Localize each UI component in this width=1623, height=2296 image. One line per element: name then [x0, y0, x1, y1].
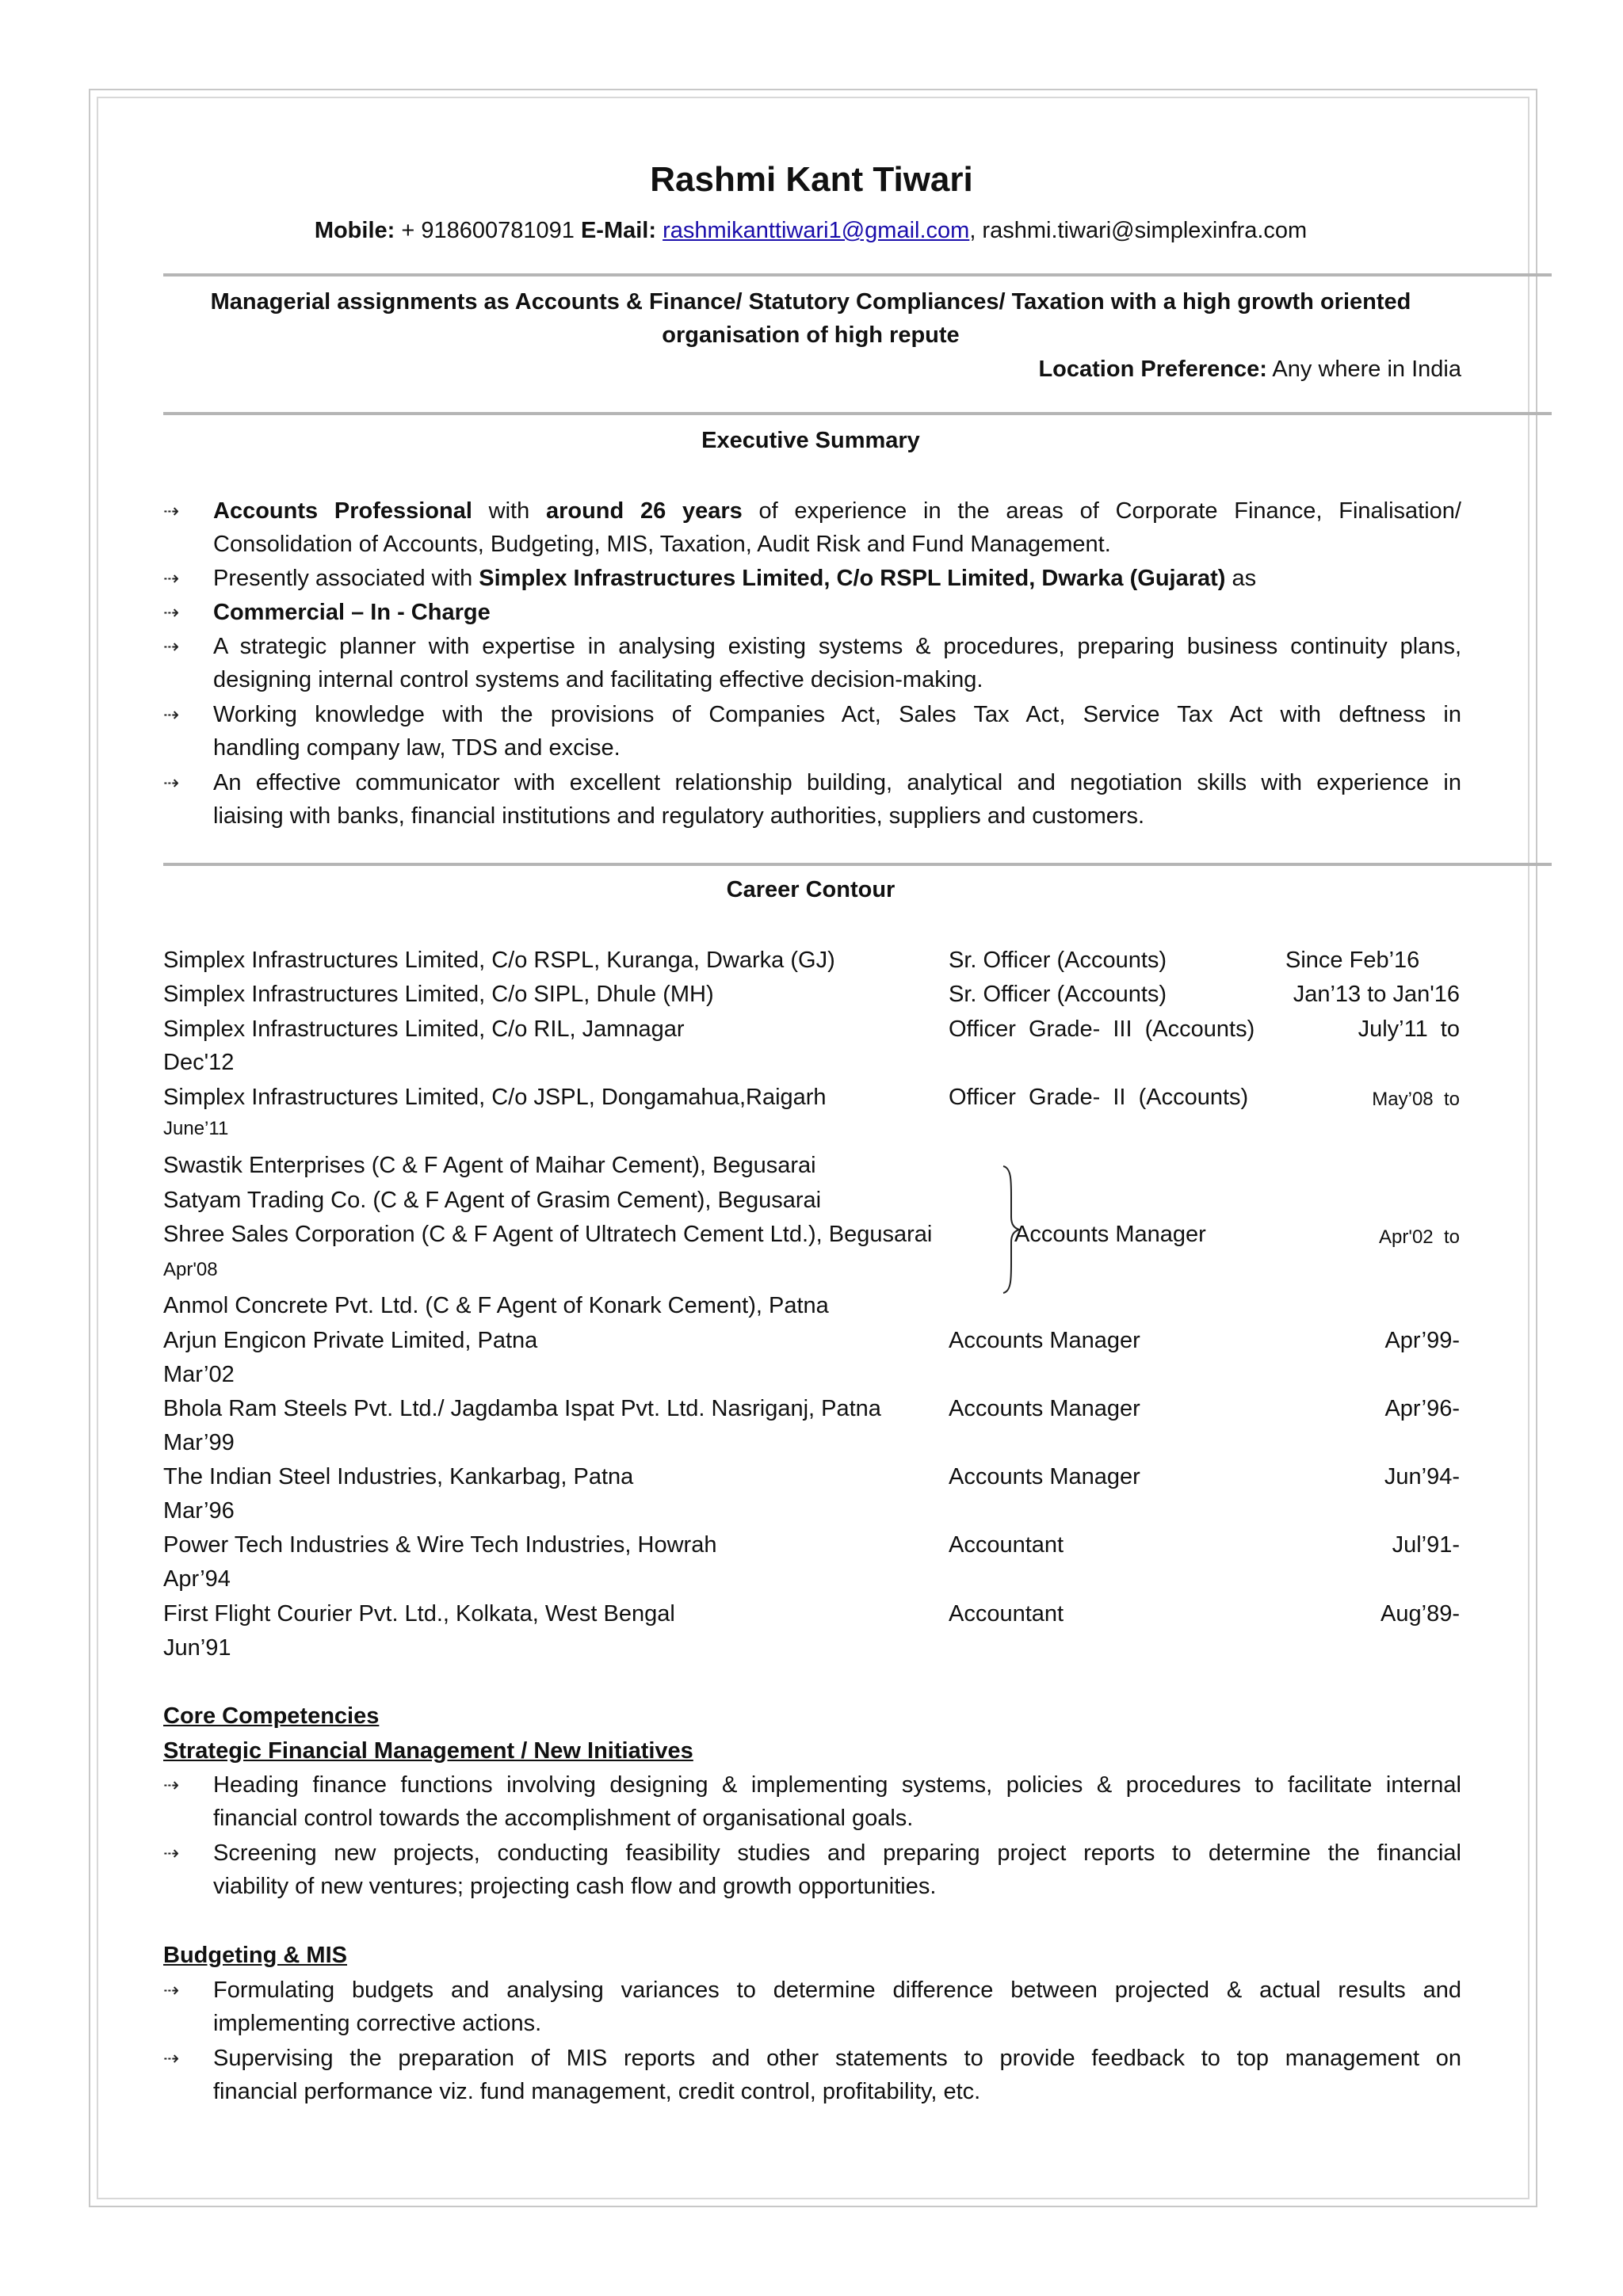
- location-preference: [163, 353, 1461, 387]
- location-value: Any where in India: [1266, 357, 1461, 382]
- text: of experience in the areas of Corporate Finance, Finalisation/: [742, 498, 1461, 524]
- career-company: First Flight Courier Pvt. Ltd., Kolkata, West Bengal: [163, 1601, 675, 1627]
- career-role: Accountant: [949, 1601, 1064, 1627]
- location-label: Location Preference:: [1038, 357, 1267, 382]
- bullet-icon: ⇢: [163, 1843, 180, 1864]
- summary-bullet-4-line-1: A strategic planner with expertise in analysing existing systems & procedures, preparing business continuity plans,: [213, 634, 1461, 659]
- bullet-icon: ⇢: [163, 636, 180, 658]
- competency-bullet-line-1: Supervising the preparation of MIS reports and other statements to provide feedback to top management on: [213, 2046, 1461, 2071]
- career-company: Simplex Infrastructures Limited, C/o JSPL, Dongamahua,Raigarh: [163, 1085, 827, 1110]
- career-period: Jun’94-: [1384, 1464, 1460, 1489]
- summary-bullet-2: [213, 562, 1461, 596]
- text: Presently associated with: [213, 566, 479, 591]
- candidate-name: Rashmi Kant Tiwari: [650, 160, 973, 199]
- career-period: Apr'02 to: [1379, 1226, 1460, 1248]
- career-period: July’11 to: [1358, 1016, 1460, 1042]
- career-company: Simplex Infrastructures Limited, C/o RSPL, Kuranga, Dwarka (GJ): [163, 948, 835, 973]
- bullet-icon: ⇢: [163, 501, 180, 522]
- bullet-icon: ⇢: [163, 772, 180, 794]
- career-role: Officer Grade- II (Accounts): [949, 1085, 1249, 1110]
- competency-bullet-line-2: financial control towards the accomplishment of organisational goals.: [213, 1806, 914, 1831]
- summary-bullet-1-line-2: Consolidation of Accounts, Budgeting, MIS, Taxation, Audit Risk and Fund Management.: [213, 532, 1111, 557]
- email-link[interactable]: rashmikanttiwari1@gmail.com: [663, 218, 970, 243]
- career-company: Power Tech Industries & Wire Tech Industries, Howrah: [163, 1532, 717, 1558]
- career-company: Arjun Engicon Private Limited, Patna: [163, 1328, 538, 1353]
- bullet-icon: ⇢: [163, 568, 180, 589]
- subsection-title-budgeting-mis: Budgeting & MIS: [163, 1943, 347, 1968]
- career-period: Apr’96-: [1384, 1396, 1460, 1421]
- career-company: The Indian Steel Industries, Kankarbag, Patna: [163, 1464, 634, 1489]
- career-role: Accounts Manager: [1014, 1222, 1206, 1247]
- career-period-continued: Jun’91: [163, 1635, 231, 1661]
- career-period-continued: Mar’99: [163, 1430, 235, 1455]
- career-role: Sr. Officer (Accounts): [949, 982, 1167, 1007]
- competency-bullet-line-1: Heading finance functions involving designing & implementing systems, policies & procedures to facilitate internal: [213, 1772, 1461, 1798]
- bullet-icon: ⇢: [163, 2048, 180, 2069]
- career-role: Accountant: [949, 1532, 1064, 1558]
- subsection-title-strategic-financial-management: Strategic Financial Management / New Initiatives: [163, 1738, 693, 1764]
- career-period: Since Feb’16: [1285, 948, 1420, 973]
- career-role: Sr. Officer (Accounts): [949, 948, 1167, 973]
- objective-line-1: Managerial assignments as Accounts & Finance/ Statutory Compliances/ Taxation with a high growth oriented: [210, 289, 1411, 315]
- career-period: Jan’13 to Jan'16: [1293, 982, 1460, 1007]
- bullet-icon: ⇢: [163, 602, 180, 624]
- career-period: Jul’91-: [1392, 1532, 1460, 1558]
- summary-bullet-6-line-1: An effective communicator with excellent relationship building, analytical and negotiation skills with experience in: [213, 770, 1461, 795]
- career-period: May’08 to: [1372, 1089, 1460, 1110]
- divider: [163, 273, 1552, 277]
- summary-bullet-1-line-1: [213, 494, 1461, 528]
- career-company: Anmol Concrete Pvt. Ltd. (C & F Agent of Konark Cement), Patna: [163, 1293, 829, 1318]
- section-title-executive-summary: Executive Summary: [701, 428, 920, 453]
- objective-line-2: organisation of high repute: [662, 322, 960, 348]
- career-period: Apr’99-: [1384, 1328, 1460, 1353]
- career-company: Swastik Enterprises (C & F Agent of Maihar Cement), Begusarai: [163, 1153, 816, 1178]
- divider: [163, 863, 1552, 866]
- bullet-icon: ⇢: [163, 704, 180, 726]
- bullet-icon: ⇢: [163, 1775, 180, 1796]
- competency-bullet-line-2: implementing corrective actions.: [213, 2011, 542, 2036]
- career-company: Simplex Infrastructures Limited, C/o RIL, Jamnagar: [163, 1016, 685, 1042]
- career-period-continued: Mar’02: [163, 1362, 235, 1387]
- career-period-continued: Apr’94: [163, 1566, 231, 1592]
- email-secondary: , rashmi.tiwari@simplexinfra.com: [969, 218, 1308, 243]
- summary-bullet-5-line-1: Working knowledge with the provisions of Companies Act, Sales Tax Act, Service Tax Act with deftness in: [213, 702, 1461, 727]
- bold-text: Accounts Professional: [213, 498, 472, 524]
- competency-bullet-line-2: viability of new ventures; projecting cash flow and growth opportunities.: [213, 1874, 937, 1899]
- competency-bullet-line-1: Screening new projects, conducting feasibility studies and preparing project reports to determine the financial: [213, 1840, 1461, 1866]
- contact-line: [163, 214, 1458, 248]
- text: with: [472, 498, 546, 524]
- text: as: [1225, 566, 1257, 591]
- bold-text: around 26 years: [545, 498, 743, 524]
- career-company: Satyam Trading Co. (C & F Agent of Grasim Cement), Begusarai: [163, 1188, 822, 1213]
- career-role: Officer Grade- III (Accounts): [949, 1016, 1255, 1042]
- bold-text: Simplex Infrastructures Limited, C/o RSPL Limited, Dwarka (Gujarat): [479, 566, 1226, 591]
- career-period: Aug’89-: [1381, 1601, 1460, 1627]
- career-period-continued: Mar’96: [163, 1498, 235, 1524]
- section-title-core-competencies: Core Competencies: [163, 1703, 380, 1729]
- career-period-continued: Apr'08: [163, 1259, 218, 1280]
- competency-bullet-line-1: Formulating budgets and analysing variances to determine difference between projected & actual results and: [213, 1978, 1461, 2003]
- summary-bullet-5-line-2: handling company law, TDS and excise.: [213, 735, 621, 761]
- career-company: Shree Sales Corporation (C & F Agent of Ultratech Cement Ltd.), Begusarai: [163, 1222, 933, 1247]
- career-company: Simplex Infrastructures Limited, C/o SIPL, Dhule (MH): [163, 982, 714, 1007]
- email-label: E-Mail:: [580, 218, 657, 243]
- mobile-label: Mobile:: [314, 218, 395, 243]
- career-role: Accounts Manager: [949, 1328, 1140, 1353]
- career-role: Accounts Manager: [949, 1396, 1140, 1421]
- bullet-icon: ⇢: [163, 1980, 180, 2001]
- career-company: Bhola Ram Steels Pvt. Ltd./ Jagdamba Ispat Pvt. Ltd. Nasriganj, Patna: [163, 1396, 881, 1421]
- summary-bullet-3: Commercial – In - Charge: [213, 600, 491, 625]
- career-period-continued: June’11: [163, 1118, 229, 1139]
- career-role: Accounts Manager: [949, 1464, 1140, 1489]
- summary-bullet-4-line-2: designing internal control systems and facilitating effective decision-making.: [213, 667, 983, 692]
- career-period-continued: Dec'12: [163, 1050, 235, 1075]
- section-title-career-contour: Career Contour: [726, 877, 896, 902]
- summary-bullet-6-line-2: liaising with banks, financial institutions and regulatory authorities, suppliers and customers.: [213, 803, 1145, 829]
- competency-bullet-line-2: financial performance viz. fund management, credit control, profitability, etc.: [213, 2079, 981, 2104]
- mobile-value: + 918600781091: [395, 218, 581, 243]
- divider: [163, 412, 1552, 415]
